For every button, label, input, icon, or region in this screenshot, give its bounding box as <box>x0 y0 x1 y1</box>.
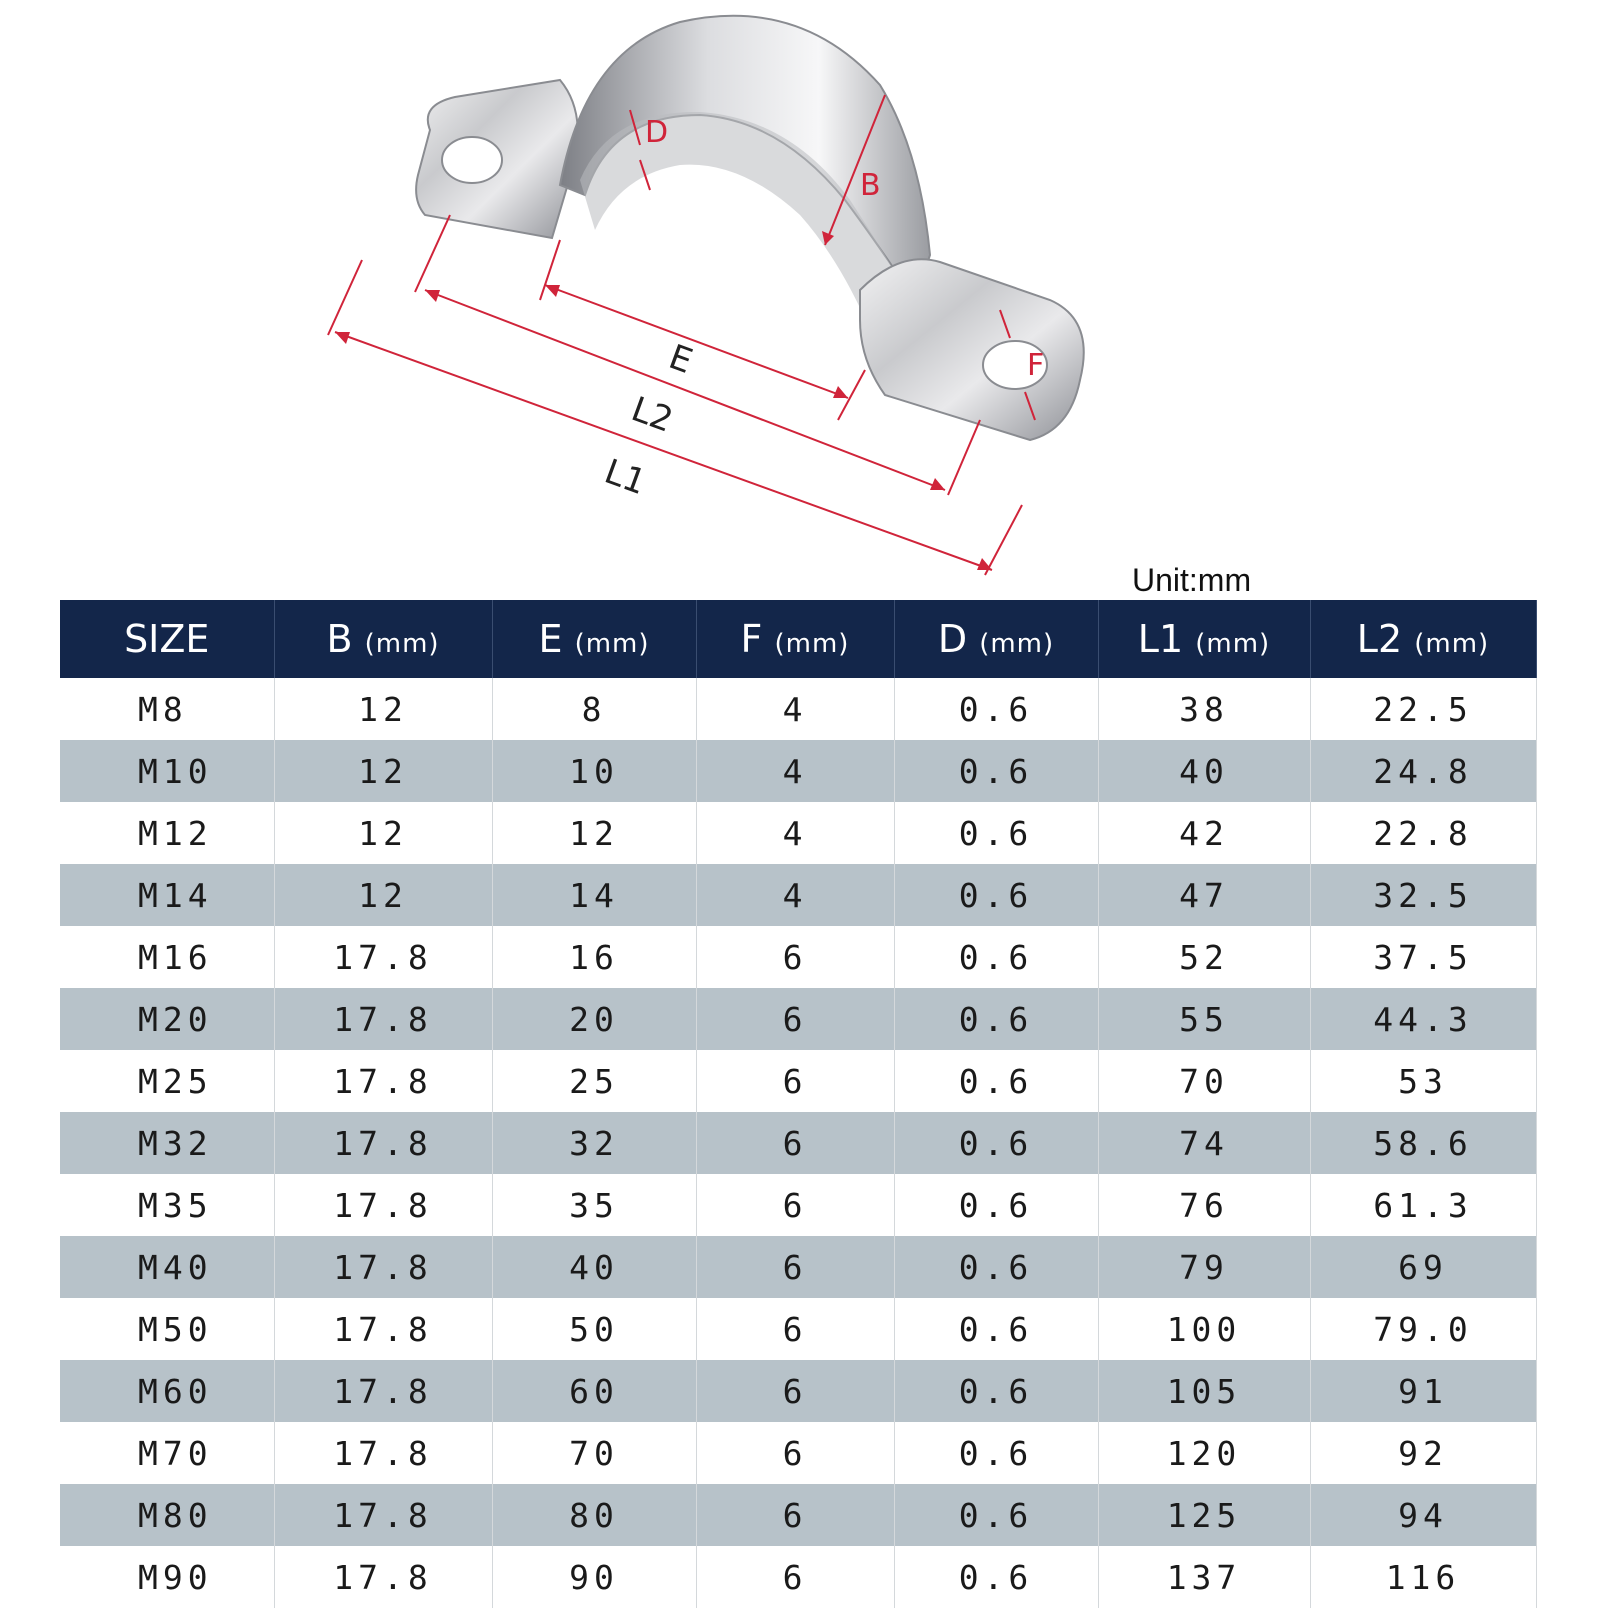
column-header-l2 <box>1310 600 1536 678</box>
cell-d: 0.6 <box>894 1422 1098 1484</box>
cell-b: 17.8 <box>274 926 492 988</box>
cell-l2: 44.3 <box>1310 988 1536 1050</box>
dim-label-e: E <box>663 337 698 382</box>
cell-f: 6 <box>696 1546 894 1608</box>
column-header-e <box>492 600 696 678</box>
column-header-unit: (mm) <box>774 629 850 659</box>
cell-l1: 42 <box>1098 802 1310 864</box>
cell-d: 0.6 <box>894 1050 1098 1112</box>
cell-l1: 40 <box>1098 740 1310 802</box>
column-header-size <box>60 600 274 678</box>
table-row <box>60 740 1536 802</box>
cell-b: 17.8 <box>274 988 492 1050</box>
cell-e: 14 <box>492 864 696 926</box>
cell-d: 0.6 <box>894 926 1098 988</box>
cell-e: 25 <box>492 1050 696 1112</box>
column-header-unit: (mm) <box>979 629 1055 659</box>
cell-l2: 22.8 <box>1310 802 1536 864</box>
cell-d: 0.6 <box>894 1174 1098 1236</box>
table-header-row <box>60 600 1536 678</box>
cell-f: 6 <box>696 1112 894 1174</box>
cell-b: 17.8 <box>274 1112 492 1174</box>
cell-l2: 94 <box>1310 1484 1536 1546</box>
size-spec-table <box>60 600 1537 1608</box>
column-header-unit: (mm) <box>574 629 650 659</box>
cell-b: 17.8 <box>274 1422 492 1484</box>
column-header-unit: (mm) <box>1414 629 1490 659</box>
cell-size: M70 <box>60 1422 274 1484</box>
table-row <box>60 926 1536 988</box>
cell-b: 12 <box>274 740 492 802</box>
cell-e: 40 <box>492 1236 696 1298</box>
cell-l1: 70 <box>1098 1050 1310 1112</box>
cell-l1: 137 <box>1098 1546 1310 1608</box>
cell-e: 20 <box>492 988 696 1050</box>
cell-l1: 52 <box>1098 926 1310 988</box>
cell-l1: 74 <box>1098 1112 1310 1174</box>
table-row <box>60 678 1536 740</box>
cell-size: M12 <box>60 802 274 864</box>
cell-l1: 79 <box>1098 1236 1310 1298</box>
table-row <box>60 802 1536 864</box>
cell-b: 17.8 <box>274 1360 492 1422</box>
cell-f: 6 <box>696 1422 894 1484</box>
cell-l2: 92 <box>1310 1422 1536 1484</box>
cell-l1: 120 <box>1098 1422 1310 1484</box>
table-body <box>60 678 1536 1608</box>
cell-b: 12 <box>274 678 492 740</box>
cell-f: 6 <box>696 1298 894 1360</box>
cell-d: 0.6 <box>894 1298 1098 1360</box>
left-bolt-hole <box>442 137 502 183</box>
cell-l2: 32.5 <box>1310 864 1536 926</box>
cell-b: 17.8 <box>274 1484 492 1546</box>
cell-size: M20 <box>60 988 274 1050</box>
column-header-b <box>274 600 492 678</box>
cell-e: 80 <box>492 1484 696 1546</box>
dim-label-l1: L1 <box>599 451 652 504</box>
cell-size: M16 <box>60 926 274 988</box>
table-row <box>60 1360 1536 1422</box>
table-row <box>60 988 1536 1050</box>
cell-b: 17.8 <box>274 1050 492 1112</box>
cell-d: 0.6 <box>894 1360 1098 1422</box>
cell-l2: 69 <box>1310 1236 1536 1298</box>
dim-label-f: F <box>1027 348 1045 383</box>
cell-f: 6 <box>696 1174 894 1236</box>
cell-e: 12 <box>492 802 696 864</box>
cell-b: 12 <box>274 802 492 864</box>
pipe-clamp-diagram <box>0 0 1600 600</box>
cell-d: 0.6 <box>894 1112 1098 1174</box>
cell-d: 0.6 <box>894 1236 1098 1298</box>
column-header-name: L1 <box>1137 617 1184 661</box>
cell-e: 35 <box>492 1174 696 1236</box>
cell-e: 16 <box>492 926 696 988</box>
cell-e: 32 <box>492 1112 696 1174</box>
column-header-d <box>894 600 1098 678</box>
cell-d: 0.6 <box>894 1484 1098 1546</box>
cell-size: M25 <box>60 1050 274 1112</box>
column-header-unit: (mm) <box>364 629 440 659</box>
table-row <box>60 1484 1536 1546</box>
cell-size: M32 <box>60 1112 274 1174</box>
table-row <box>60 1174 1536 1236</box>
cell-size: M14 <box>60 864 274 926</box>
cell-f: 6 <box>696 1360 894 1422</box>
table-row <box>60 1050 1536 1112</box>
cell-e: 8 <box>492 678 696 740</box>
cell-l1: 38 <box>1098 678 1310 740</box>
cell-b: 17.8 <box>274 1174 492 1236</box>
table-row <box>60 1422 1536 1484</box>
cell-f: 6 <box>696 1484 894 1546</box>
cell-f: 6 <box>696 988 894 1050</box>
column-header-name: L2 <box>1356 617 1403 661</box>
cell-f: 4 <box>696 740 894 802</box>
cell-l1: 55 <box>1098 988 1310 1050</box>
cell-d: 0.6 <box>894 1546 1098 1608</box>
cell-l1: 100 <box>1098 1298 1310 1360</box>
cell-l1: 47 <box>1098 864 1310 926</box>
cell-b: 17.8 <box>274 1298 492 1360</box>
table-row <box>60 1298 1536 1360</box>
clamp-body <box>416 16 1084 440</box>
table-row <box>60 864 1536 926</box>
column-header-f <box>696 600 894 678</box>
right-flange <box>860 259 1084 440</box>
cell-size: M35 <box>60 1174 274 1236</box>
cell-l2: 61.3 <box>1310 1174 1536 1236</box>
column-header-name: SIZE <box>124 617 210 661</box>
cell-d: 0.6 <box>894 678 1098 740</box>
column-header-name: D <box>937 617 968 661</box>
cell-f: 6 <box>696 926 894 988</box>
cell-l1: 105 <box>1098 1360 1310 1422</box>
cell-l2: 58.6 <box>1310 1112 1536 1174</box>
cell-e: 10 <box>492 740 696 802</box>
cell-f: 4 <box>696 678 894 740</box>
dim-label-b: B <box>860 168 881 203</box>
cell-size: M50 <box>60 1298 274 1360</box>
column-header-unit: (mm) <box>1195 629 1271 659</box>
cell-b: 12 <box>274 864 492 926</box>
cell-size: M60 <box>60 1360 274 1422</box>
dim-label-l2: L2 <box>626 389 679 441</box>
cell-size: M90 <box>60 1546 274 1608</box>
cell-f: 4 <box>696 864 894 926</box>
column-header-name: E <box>538 617 563 661</box>
dim-label-d: D <box>645 115 669 150</box>
cell-d: 0.6 <box>894 864 1098 926</box>
cell-size: M80 <box>60 1484 274 1546</box>
unit-label: Unit:mm <box>1132 562 1252 598</box>
cell-size: M8 <box>60 678 274 740</box>
cell-e: 60 <box>492 1360 696 1422</box>
cell-l2: 22.5 <box>1310 678 1536 740</box>
cell-l2: 24.8 <box>1310 740 1536 802</box>
cell-size: M10 <box>60 740 274 802</box>
cell-e: 70 <box>492 1422 696 1484</box>
cell-d: 0.6 <box>894 740 1098 802</box>
cell-b: 17.8 <box>274 1546 492 1608</box>
cell-size: M40 <box>60 1236 274 1298</box>
column-header-l1 <box>1098 600 1310 678</box>
cell-e: 90 <box>492 1546 696 1608</box>
cell-d: 0.6 <box>894 802 1098 864</box>
cell-f: 6 <box>696 1236 894 1298</box>
cell-l2: 116 <box>1310 1546 1536 1608</box>
cell-l2: 53 <box>1310 1050 1536 1112</box>
cell-f: 4 <box>696 802 894 864</box>
cell-f: 6 <box>696 1050 894 1112</box>
table-row <box>60 1112 1536 1174</box>
table-row <box>60 1546 1536 1608</box>
cell-l2: 91 <box>1310 1360 1536 1422</box>
cell-d: 0.6 <box>894 988 1098 1050</box>
column-header-name: F <box>740 617 763 661</box>
cell-l2: 37.5 <box>1310 926 1536 988</box>
cell-l1: 125 <box>1098 1484 1310 1546</box>
cell-l2: 79.0 <box>1310 1298 1536 1360</box>
cell-l1: 76 <box>1098 1174 1310 1236</box>
table-row <box>60 1236 1536 1298</box>
column-header-name: B <box>326 617 353 661</box>
cell-b: 17.8 <box>274 1236 492 1298</box>
cell-e: 50 <box>492 1298 696 1360</box>
